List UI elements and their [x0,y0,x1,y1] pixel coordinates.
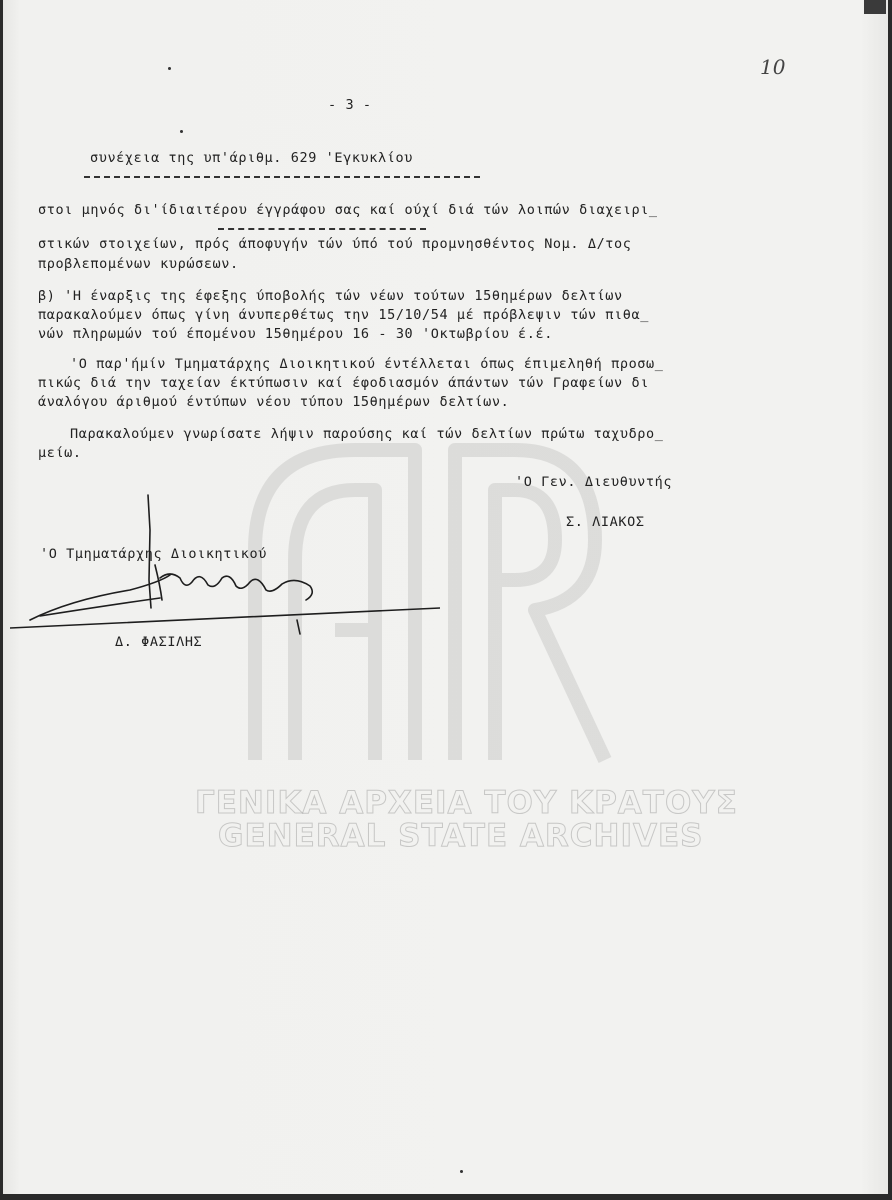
body-line: στοι μηνός δι'ίδιαιτέρου έγγράφου σας καί ούχί διά τών λοιπών διαχειρι_ [38,202,658,218]
handwritten-signature [10,490,440,640]
scan-edge-left [0,0,3,1200]
body-line: μείω. [38,445,82,461]
section-head-title: 'Ο Τμηματάρχης Διοικητικού [40,546,267,562]
scan-corner-mark [864,0,886,14]
scan-speck [460,1170,463,1173]
folio-number: 10 [760,55,786,79]
body-line: 'Ο παρ'ήμίν Τμηματάρχης Διοικητικού έντέλλεται όπως έπιμεληθή προσω_ [70,356,664,372]
body-line: παρακαλούμεν όπως γίνη άνυπερθέτως την 15/10/54 μέ πρόβλεψιν τών πιθα_ [38,307,649,323]
body-line: προβλεπομένων κυρώσεων. [38,256,239,272]
general-director-name: Σ. ΛΙΑΚΟΣ [566,514,645,530]
scan-speck [168,67,171,70]
general-director-title: 'Ο Γεν. Διευθυντής [515,474,673,490]
body-line: β) 'Η έναρξις της έφεξης ύποβολής τών νέων τούτων 15θημέρων δελτίων [38,288,623,304]
body-line: στικών στοιχείων, πρός άποφυγήν τών ύπό τού προμνησθέντος Νομ. Δ/τος [38,236,632,252]
heading-underline [84,176,480,178]
body-line: Παρακαλούμεν γνωρίσατε λήψιν παρούσης καί τών δελτίων πρώτω ταχυδρο_ [70,426,664,442]
scan-edge-bottom [0,1194,892,1200]
body-line: πικώς διά την ταχείαν έκτύπωσιν καί έφοδιασμόν άπάντων τών Γραφείων δι [38,375,649,391]
body-underline [218,228,426,230]
page-number: - 3 - [328,97,372,113]
watermark-text-greek: ΓΕΝΙΚΑ ΑΡΧΕΙΑ ΤΟΥ ΚΡΑΤΟΥΣ [195,785,738,821]
section-head-name: Δ. ΦΑΣΙΛΗΣ [115,634,203,650]
body-line: άναλόγου άριθμού έντύπων νέου τύπου 15θημέρων δελτίων. [38,394,510,410]
continuation-heading: συνέχεια της υπ'άριθμ. 629 'Εγκυκλίου [90,150,413,166]
scan-speck [180,130,183,133]
body-line: νών πληρωμών τού έπομένου 15θημέρου 16 - 30 'Οκτωβρίου έ.έ. [38,326,553,342]
watermark-text-english: GENERAL STATE ARCHIVES [218,818,704,854]
scan-edge-right [888,0,892,1200]
